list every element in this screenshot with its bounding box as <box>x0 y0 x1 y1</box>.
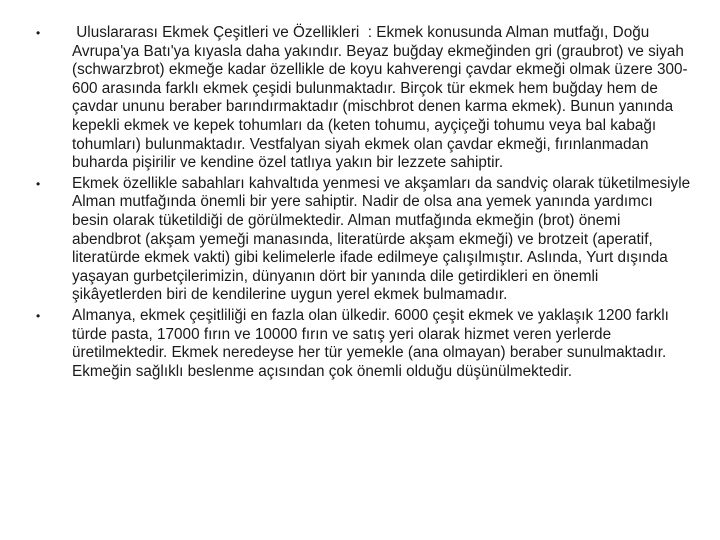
bullet-icon: • <box>36 176 41 191</box>
bullet-icon: • <box>36 26 41 40</box>
bullet-item-3 <box>36 307 692 381</box>
bullet-item-2 <box>36 175 692 305</box>
bullet-icon: • <box>36 308 41 323</box>
bullet-list <box>36 24 692 383</box>
bullet-text-1: Uluslararası Ekmek Çeşitleri ve Özellikleri : Ekmek konusunda Alman mutfağı, Doğu Avrupa'ya Batı'ya kıyasla daha yakındır. Beyaz buğday ekmeğinden gri (graubrot) ve siyah (schwarzbrot) ekmeğe kadar özellikle de koyu kahverengi çavdar ekmeği olmak üzere 300-600 arasında farklı ekmek çeşidi bulunmaktadır. Birçok tür ekmek hem buğday hem de çavdar ununu beraber barındırmaktadır (mischbrot denen karma ekmek). Bunun yanında kepekli ekmek ve kepek tohumları da (keten tohumu, ayçiçeği tohumu veya bal kabağı tohumları) bulunmaktadır. Vestfalyan siyah ekmek olan çavdar ekmeği, fırınlanmadan buharda pişirilir ve kendine özel tatlıya yakın bir lezzete sahiptir. <box>72 24 689 172</box>
bullet-text-2: Ekmek özellikle sabahları kahvaltıda yenmesi ve akşamları da sandviç olarak tüketilmesiyle Alman mutfağında önemli bir yere sahiptir. Nadir de olsa ana yemek yanında yardımcı besin olarak tüketildiği de görülmektedir. Alman mutfağında ekmeğin (brot) önemi abendbrot (akşam yemeği manasında, literatürde akşam ekmeği) ve brotzeit (aperatif, literatürde ekmek vakti) gibi kelimelerle ifade edilmeye çalışılmıştır. Aslında, Yurt dışında yaşayan gurbetçilerimizin, dünyanın dört bir yanında dile getirdikleri en önemli şikâyetlerden biri de kendilerine uygun yerel ekmek bulmamadır. <box>72 174 691 304</box>
bullet-text-3: Almanya, ekmek çeşitliliği en fazla olan ülkedir. 6000 çeşit ekmek ve yaklaşık 1200 farklı türde pasta, 17000 fırın ve 10000 fırın ve satış yeri olarak hizmet veren yerlerde üretilmektedir. Ekmek neredeyse her tür yemekle (ana olmayan) beraber sunulmaktadır. Ekmeğin sağlıklı beslenme açısından çok önemli olduğu düşünülmektedir. <box>72 306 669 380</box>
bullet-item-1 <box>36 24 692 173</box>
